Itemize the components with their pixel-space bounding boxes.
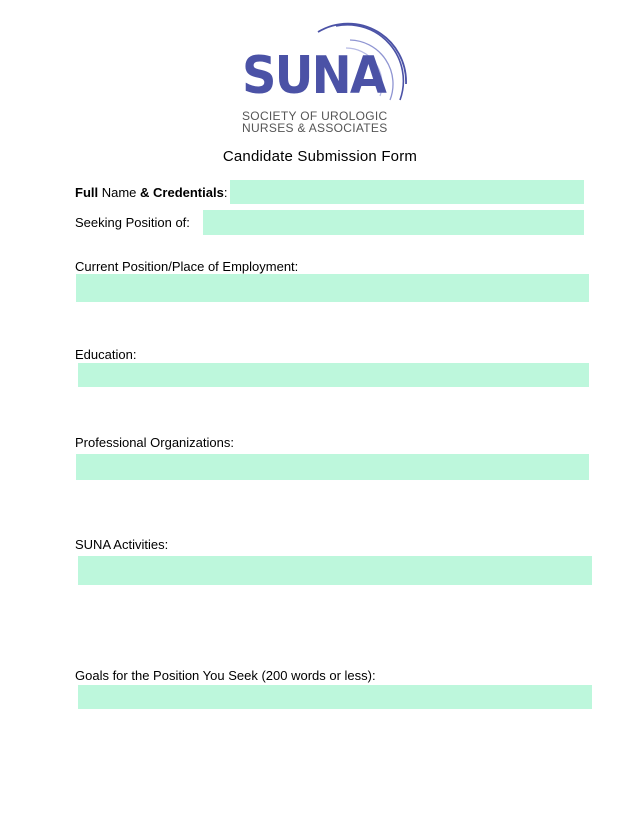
education-label: Education: — [75, 347, 137, 362]
organizations-label: Professional Organizations: — [75, 435, 234, 450]
organizations-field[interactable] — [76, 454, 589, 480]
current-position-label: Current Position/Place of Employment: — [75, 259, 299, 274]
seeking-position-field[interactable] — [203, 210, 584, 235]
form-title: Candidate Submission Form — [222, 148, 418, 165]
seeking-position-label: Seeking Position of: — [75, 215, 190, 230]
goals-label: Goals for the Position You Seek (200 words or less): — [75, 668, 376, 683]
education-field[interactable] — [78, 363, 589, 387]
current-position-field[interactable] — [76, 274, 589, 302]
full-name-label: Full Name & Credentials: — [75, 185, 228, 200]
goals-field[interactable] — [78, 685, 592, 709]
logo-subtitle-line2: NURSES & ASSOCIATES — [242, 121, 388, 135]
logo-subtitle-line1: SOCIETY OF UROLOGIC — [242, 109, 388, 123]
full-name-field[interactable] — [230, 180, 584, 204]
logo-wordmark: SUNA — [242, 46, 386, 106]
activities-field[interactable] — [78, 556, 592, 585]
suna-logo — [240, 14, 412, 134]
activities-label: SUNA Activities: — [75, 537, 169, 552]
